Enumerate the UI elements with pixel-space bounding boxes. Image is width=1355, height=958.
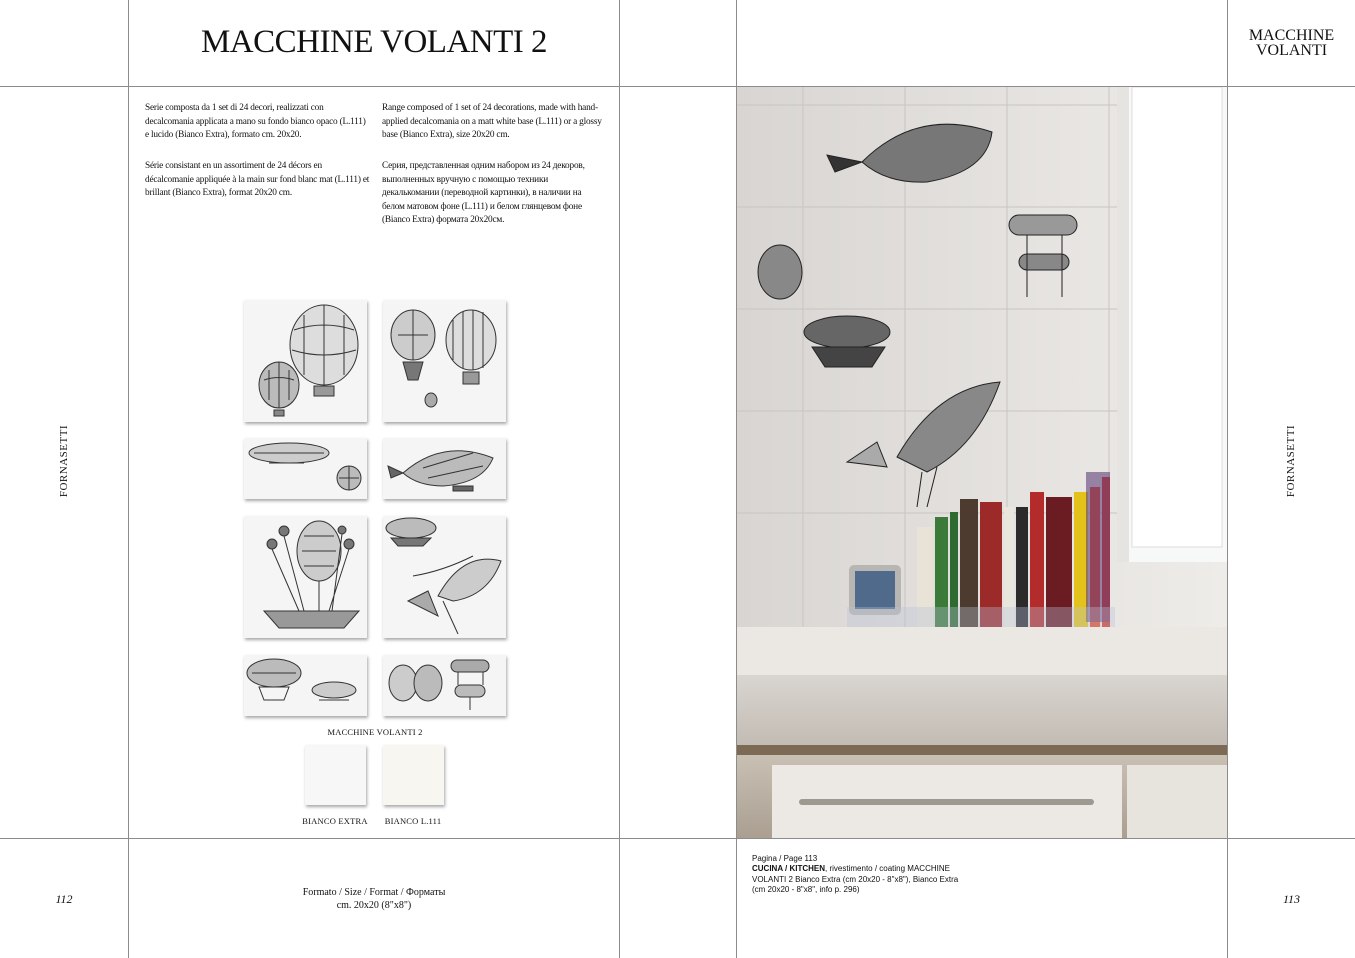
right-page-title xyxy=(1228,28,1355,58)
brand-right: FORNASETTI xyxy=(1285,424,1297,498)
description-russian: Серия, представленная одним набором из 24 декоров, выполненных вручную с помощью техники декалькомании (переводной картинки), в наличии на белом матовом фоне (L.111) и белом глянцевом фоне (Bianco Extra) формата 20x20см. xyxy=(382,161,585,226)
base-tile-bianco-extra xyxy=(305,745,366,805)
decor-tile-airship-1 xyxy=(244,438,367,499)
format-line-2: cm. 20x20 (8"x8") xyxy=(336,900,412,911)
kitchen-photo xyxy=(737,87,1227,838)
right-title-line-2: VOLANTI xyxy=(1255,42,1328,59)
photo-caption xyxy=(752,854,962,895)
brand-left: FORNASETTI xyxy=(58,424,70,498)
description-french: Série consistant en un assortiment de 24 décors en décalcomanie appliquée à la main sur fond blanc mat (L.111) et brillant (Bianco Extra), format 20x20 cm. xyxy=(145,161,370,199)
decor-tile-balloon-boat xyxy=(244,516,367,638)
decor-tile-whale-ship xyxy=(383,438,506,499)
kitchen-photo-illustration xyxy=(737,87,1227,838)
caption-room: CUCINA / KITCHEN xyxy=(752,864,826,874)
caption-text xyxy=(752,864,962,895)
decor-tile-kite-ship xyxy=(383,516,506,638)
base-tile-bianco-l111 xyxy=(383,745,444,805)
vertical-rule-1 xyxy=(128,0,129,958)
decor-tile-airships-2 xyxy=(244,655,367,716)
format-info xyxy=(129,886,619,912)
decor-tile-balloons-3 xyxy=(383,655,506,716)
format-line-1: Formato / Size / Format / Форматы xyxy=(302,887,446,898)
description-italian: Serie composta da 1 set di 24 decori, realizzati con decalcomania applicata a mano su fondo bianco opaco (L.111) e lucido (Bianco Extra), formato cm. 20x20. xyxy=(145,103,366,141)
base-label-bianco-extra: BIANCO EXTRA xyxy=(302,816,368,826)
caption-details: , rivestimento / coating MACCHINE VOLANTI 2 Bianco Extra (cm 20x20 - 8"x8"), Bianco Extra (cm 20x20 - 8"x8", info p. 296) xyxy=(752,864,959,894)
page-title: MACCHINE VOLANTI 2 xyxy=(200,24,548,60)
base-label-bianco-l111: BIANCO L.111 xyxy=(384,816,442,826)
right-title-line-1: MACCHINE xyxy=(1248,27,1335,44)
decor-tile-balloons-2 xyxy=(383,300,506,422)
page-number-right: 113 xyxy=(1282,892,1301,906)
decor-tile-balloons-1 xyxy=(244,300,367,422)
description-english: Range composed of 1 set of 24 decorations, made with hand-applied decalcomania on a matt white base (L.111) or a glossy base (Bianco Extra), size 20x20 cm. xyxy=(382,103,602,141)
page-number-left: 112 xyxy=(55,892,73,906)
series-label: MACCHINE VOLANTI 2 xyxy=(327,727,423,737)
horizontal-rule-bottom xyxy=(0,838,1355,839)
vertical-rule-4 xyxy=(1227,0,1228,958)
caption-page: Pagina / Page 113 xyxy=(752,854,818,863)
vertical-rule-2 xyxy=(619,0,620,958)
